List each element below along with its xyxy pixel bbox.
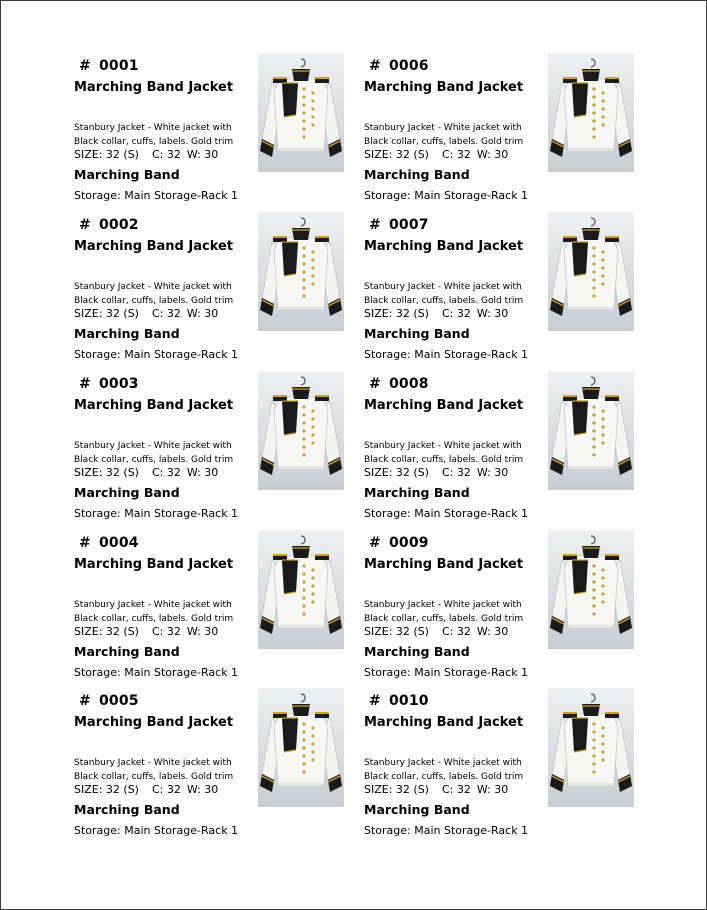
jacket-photo	[258, 371, 344, 490]
item-category: Marching Band	[74, 326, 180, 341]
label-0007	[364, 212, 644, 370]
jacket-photo	[548, 371, 634, 490]
item-category: Marching Band	[74, 485, 180, 500]
item-title: Marching Band Jacket	[364, 557, 524, 572]
item-size: SIZE: 32 (S) C: 32 W: 30	[74, 148, 219, 161]
item-size: SIZE: 32 (S) C: 32 W: 30	[364, 783, 509, 796]
label-0008	[364, 371, 644, 529]
item-category: Marching Band	[364, 167, 470, 182]
item-size: SIZE: 32 (S) C: 32 W: 30	[74, 466, 219, 479]
item-size: SIZE: 32 (S) C: 32 W: 30	[364, 307, 509, 320]
item-title: Marching Band Jacket	[364, 80, 524, 95]
item-storage: Storage: Main Storage-Rack 1	[364, 824, 529, 837]
jacket-photo	[258, 53, 344, 172]
item-number: # 0005	[79, 693, 139, 709]
item-number: # 0003	[79, 376, 139, 392]
item-description: Stanbury Jacket - White jacket with Black collar, cuffs, labels. Gold trim	[74, 758, 234, 782]
item-title: Marching Band Jacket	[74, 80, 234, 95]
item-storage: Storage: Main Storage-Rack 1	[74, 824, 239, 837]
label-0010	[364, 688, 644, 846]
item-category: Marching Band	[364, 644, 470, 659]
item-description: Stanbury Jacket - White jacket with Black collar, cuffs, labels. Gold trim	[364, 600, 524, 624]
item-storage: Storage: Main Storage-Rack 1	[74, 348, 239, 361]
label-0001	[74, 53, 354, 211]
item-size: SIZE: 32 (S) C: 32 W: 30	[364, 466, 509, 479]
jacket-photo	[548, 688, 634, 807]
item-description: Stanbury Jacket - White jacket with Black collar, cuffs, labels. Gold trim	[74, 441, 234, 465]
item-description: Stanbury Jacket - White jacket with Black collar, cuffs, labels. Gold trim	[74, 123, 234, 147]
label-0005	[74, 688, 354, 846]
item-title: Marching Band Jacket	[74, 715, 234, 730]
item-number: # 0010	[369, 693, 429, 709]
jacket-photo	[548, 212, 634, 331]
label-0006	[364, 53, 644, 211]
item-title: Marching Band Jacket	[74, 239, 234, 254]
item-number: # 0006	[369, 58, 429, 74]
item-storage: Storage: Main Storage-Rack 1	[364, 666, 529, 679]
item-category: Marching Band	[364, 485, 470, 500]
item-number: # 0001	[79, 58, 139, 74]
item-storage: Storage: Main Storage-Rack 1	[74, 666, 239, 679]
item-size: SIZE: 32 (S) C: 32 W: 30	[74, 307, 219, 320]
item-category: Marching Band	[74, 167, 180, 182]
label-0004	[74, 530, 354, 688]
item-number: # 0004	[79, 535, 139, 551]
item-title: Marching Band Jacket	[74, 398, 234, 413]
item-description: Stanbury Jacket - White jacket with Black collar, cuffs, labels. Gold trim	[74, 600, 234, 624]
jacket-photo	[258, 212, 344, 331]
item-storage: Storage: Main Storage-Rack 1	[74, 189, 239, 202]
item-number: # 0007	[369, 217, 429, 233]
item-description: Stanbury Jacket - White jacket with Black collar, cuffs, labels. Gold trim	[364, 758, 524, 782]
item-storage: Storage: Main Storage-Rack 1	[74, 507, 239, 520]
jacket-photo	[258, 530, 344, 649]
item-size: SIZE: 32 (S) C: 32 W: 30	[74, 783, 219, 796]
item-category: Marching Band	[364, 326, 470, 341]
label-0003	[74, 371, 354, 529]
item-description: Stanbury Jacket - White jacket with Black collar, cuffs, labels. Gold trim	[74, 282, 234, 306]
item-size: SIZE: 32 (S) C: 32 W: 30	[364, 625, 509, 638]
item-title: Marching Band Jacket	[364, 239, 524, 254]
item-number: # 0009	[369, 535, 429, 551]
item-description: Stanbury Jacket - White jacket with Black collar, cuffs, labels. Gold trim	[364, 282, 524, 306]
item-number: # 0002	[79, 217, 139, 233]
item-title: Marching Band Jacket	[364, 715, 524, 730]
jacket-photo	[548, 53, 634, 172]
item-number: # 0008	[369, 376, 429, 392]
item-size: SIZE: 32 (S) C: 32 W: 30	[364, 148, 509, 161]
jacket-photo	[548, 530, 634, 649]
label-0009	[364, 530, 644, 688]
item-description: Stanbury Jacket - White jacket with Black collar, cuffs, labels. Gold trim	[364, 441, 524, 465]
item-size: SIZE: 32 (S) C: 32 W: 30	[74, 625, 219, 638]
item-category: Marching Band	[74, 644, 180, 659]
label-0002	[74, 212, 354, 370]
item-description: Stanbury Jacket - White jacket with Black collar, cuffs, labels. Gold trim	[364, 123, 524, 147]
item-storage: Storage: Main Storage-Rack 1	[364, 348, 529, 361]
item-title: Marching Band Jacket	[364, 398, 524, 413]
item-storage: Storage: Main Storage-Rack 1	[364, 189, 529, 202]
item-title: Marching Band Jacket	[74, 557, 234, 572]
item-storage: Storage: Main Storage-Rack 1	[364, 507, 529, 520]
item-category: Marching Band	[74, 802, 180, 817]
item-category: Marching Band	[364, 802, 470, 817]
jacket-photo	[258, 688, 344, 807]
